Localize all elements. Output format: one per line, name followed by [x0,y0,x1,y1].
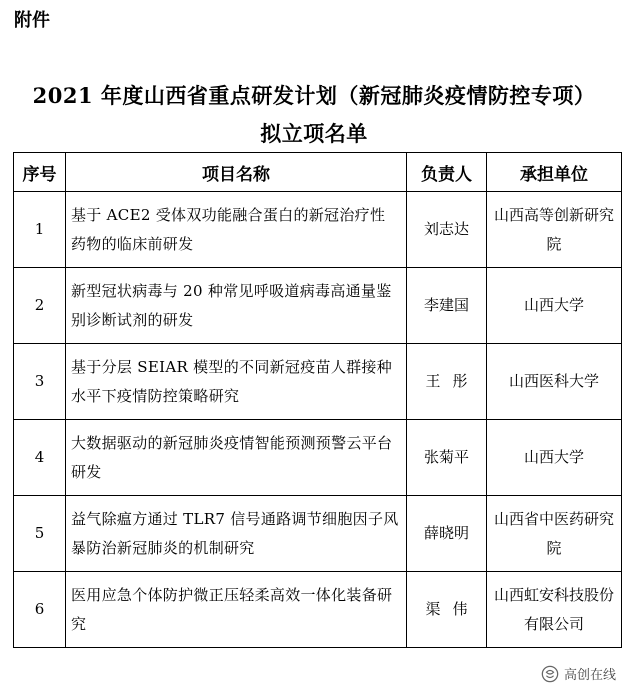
attachment-label: 附件 [14,10,50,31]
header-leader: 负责人 [407,153,487,192]
row-index: 5 [14,496,66,572]
row-leader: 薛晓明 [407,496,487,572]
table-row [14,344,622,420]
header-project: 项目名称 [66,153,407,192]
row-leader: 刘志达 [407,192,487,268]
row-leader: 李建国 [407,268,487,344]
row-unit: 山西医科大学 [487,344,622,420]
table-row [14,496,622,572]
wechat-channel-icon [541,665,559,683]
table-row [14,268,622,344]
row-index: 3 [14,344,66,420]
document-title: 2021 年度山西省重点研发计划（新冠肺炎疫情防控专项） [32,83,596,108]
row-project: 医用应急个体防护微正压轻柔高效一体化装备研究 [66,572,407,648]
row-leader: 张菊平 [407,420,487,496]
document-subtitle: 拟立项名单 [260,121,368,146]
watermark-text: 高创在线 [563,668,616,683]
row-unit: 山西大学 [487,420,622,496]
row-unit: 山西高等创新研究院 [487,192,622,268]
row-index: 2 [14,268,66,344]
table-row [14,420,622,496]
table-row [14,192,622,268]
row-leader: 渠伟 [407,572,487,648]
row-project: 大数据驱动的新冠肺炎疫情智能预测预警云平台研发 [66,420,407,496]
table-row [14,572,622,648]
table-header-row [14,153,622,192]
header-unit: 承担单位 [487,153,622,192]
row-project: 新型冠状病毒与 20 种常见呼吸道病毒高通量鉴别诊断试剂的研发 [66,268,407,344]
wechat-watermark [541,664,616,683]
row-project: 基于分层 SEIAR 模型的不同新冠疫苗人群接种水平下疫情防控策略研究 [66,344,407,420]
row-leader: 王彤 [407,344,487,420]
project-list-table [13,152,622,648]
row-index: 6 [14,572,66,648]
row-index: 4 [14,420,66,496]
row-project: 基于 ACE2 受体双功能融合蛋白的新冠治疗性药物的临床前研发 [66,192,407,268]
header-index: 序号 [14,153,66,192]
row-project: 益气除瘟方通过 TLR7 信号通路调节细胞因子风暴防治新冠肺炎的机制研究 [66,496,407,572]
row-unit: 山西大学 [487,268,622,344]
row-unit: 山西省中医药研究院 [487,496,622,572]
row-unit: 山西虹安科技股份有限公司 [487,572,622,648]
row-index: 1 [14,192,66,268]
